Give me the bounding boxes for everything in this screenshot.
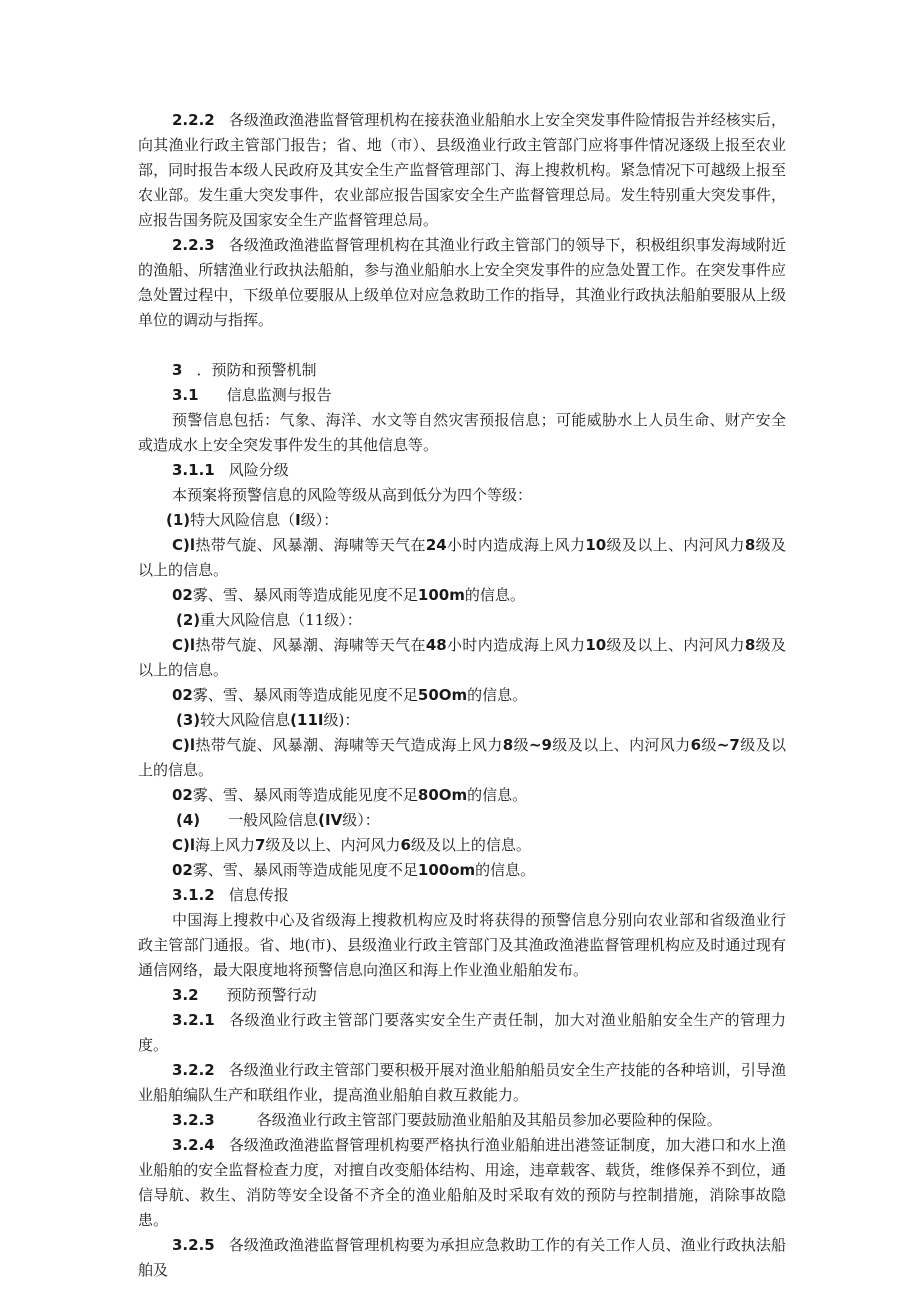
- item-number: (2): [176, 611, 201, 629]
- risk-level-3: (3)较大风险信息(11I级)：: [176, 711, 360, 729]
- risk-item: C)l热带气旋、风暴潮、海啸等天气在48小时内造成海上风力10级及以上、内河风力8级及以上的信息。: [138, 636, 786, 679]
- item-number: (1): [166, 511, 191, 529]
- para-risk-levels: [138, 483, 786, 508]
- risk-level-1: (1)特大风险信息（I级）：: [166, 511, 339, 529]
- risk-item: C)l海上风力7级及以上、内河风力6级及以上的信息。: [172, 836, 531, 854]
- item-number: C)l: [172, 736, 196, 754]
- para-warning-info: [138, 408, 786, 458]
- item-number: (4): [176, 811, 201, 829]
- item-number: C)l: [172, 636, 196, 654]
- document-page: [138, 108, 786, 1283]
- para-text: 各级渔政渔港监督管理机构要严格执行渔业船舶进出港签证制度，加大港口和水上渔业船舶的安全监督检查力度，对擅自改变船体结构、用途，违章载客、载货，维修保养不到位，通信导航、救生、消防等安全设备不齐全的渔业船舶及时采取有效的预防与控制措施，消除事故隐患。: [138, 1136, 786, 1229]
- item-number: (3): [176, 711, 201, 729]
- para-text: 各级渔政渔港监督管理机构在其渔业行政主管部门的领导下，积极组织事发海域附近的渔船、所辖渔业行政执法船舶，参与渔业船舶水上安全突发事件的应急处置工作。在突发事件应急处置过程中，下级单位要服从上级单位对应急救助工作的指导，其渔业行政执法船舶要服从上级单位的调动与指挥。: [138, 236, 786, 329]
- para-text: 中国海上搜救中心及省级海上搜救机构应及时将获得的预警信息分别向农业部和省级渔业行政主管部门通报。省、地(市)、县级渔业行政主管部门及其渔政渔港监督管理机构应及时通过现有通信网络，最大限度地将预警信息向渔区和海上作业渔业船舶发布。: [138, 911, 786, 979]
- heading-3-2: [138, 983, 786, 1008]
- risk-item: 02雾、雪、暴风雨等造成能见度不足100m的信息。: [172, 586, 525, 604]
- heading-text: 信息传报: [228, 886, 289, 904]
- section-number: 3.2.1: [172, 1011, 215, 1029]
- heading-text: 预防预警行动: [226, 986, 317, 1004]
- risk-item: 02雾、雪、暴风雨等造成能见度不足80Om的信息。: [172, 786, 528, 804]
- para-2-2-2: [138, 108, 786, 233]
- heading-3-1-2: [138, 883, 786, 908]
- section-number: 3.2.4: [172, 1136, 215, 1154]
- item-number: 02: [172, 686, 193, 704]
- para-text: 各级渔业行政主管部门要积极开展对渔业船舶船员安全生产技能的各种培训，引导渔业船舶编队生产和联组作业，提高渔业船舶自救互救能力。: [138, 1061, 786, 1104]
- para-3-2-5: [138, 1233, 786, 1283]
- risk-item: 02雾、雪、暴风雨等造成能见度不足100om的信息。: [172, 861, 536, 879]
- section-number: 3.2.5: [172, 1236, 215, 1254]
- section-number: 3.2.2: [172, 1061, 215, 1079]
- section-number: 3.1: [172, 386, 199, 404]
- item-number: 02: [172, 861, 193, 879]
- section-number: 3.2: [172, 986, 199, 1004]
- section-number: 3.2.3: [172, 1111, 215, 1129]
- risk-level-2: (2)重大风险信息（11级）：: [176, 611, 362, 629]
- section-number: 3.1.2: [172, 886, 215, 904]
- item-number: 02: [172, 586, 193, 604]
- heading-text: 风险分级: [228, 461, 289, 479]
- risk-item: C)l热带气旋、风暴潮、海啸等天气造成海上风力8级~9级及以上、内河风力6级~7级及以上的信息。: [138, 736, 786, 779]
- risk-item: 02雾、雪、暴风雨等造成能见度不足50Om的信息。: [172, 686, 528, 704]
- item-number: C)l: [172, 536, 196, 554]
- para-info-report: [138, 908, 786, 983]
- para-text: 本预案将预警信息的风险等级从高到低分为四个等级：: [172, 486, 533, 504]
- heading-3: [138, 358, 786, 383]
- risk-level-4: (4) 一般风险信息(IV级）：: [176, 811, 380, 829]
- para-text: 各级渔政渔港监督管理机构在接获渔业船舶水上安全突发事件险情报告并经核实后，向其渔业行政主管部门报告；省、地（市）、县级渔业行政主管部门应将事件情况逐级上报至农业部，同时报告本级人民政府及其安全生产监督管理部门、海上搜救机构。紧急情况下可越级上报至农业部。发生重大突发事件，农业部应报告国家安全生产监督管理总局。发生特别重大突发事件，应报告国务院及国家安全生产监督管理总局。: [138, 111, 786, 229]
- heading-text: ．预防和预警机制: [196, 361, 317, 379]
- heading-3-1: [138, 383, 786, 408]
- section-number: 3: [172, 361, 183, 379]
- item-number: 02: [172, 786, 193, 804]
- heading-text: 信息监测与报告: [226, 386, 332, 404]
- para-3-2-3: [138, 1108, 786, 1133]
- para-3-2-4: [138, 1133, 786, 1233]
- risk-item: C)l热带气旋、风暴潮、海啸等天气在24小时内造成海上风力10级及以上、内河风力8级及以上的信息。: [138, 536, 786, 579]
- para-3-2-2: [138, 1058, 786, 1108]
- item-number: C)l: [172, 836, 196, 854]
- para-text: 各级渔业行政主管部门要落实安全生产责任制，加大对渔业船舶安全生产的管理力度。: [138, 1011, 786, 1054]
- section-number: 3.1.1: [172, 461, 215, 479]
- para-text: 预警信息包括：气象、海洋、水文等自然灾害预报信息；可能威胁水上人员生命、财产安全或造成水上安全突发事件发生的其他信息等。: [138, 411, 786, 454]
- para-3-2-1: [138, 1008, 786, 1058]
- para-text: 各级渔业行政主管部门要鼓励渔业船舶及其船员参加必要险种的保险。: [256, 1111, 722, 1129]
- section-number: 2.2.2: [172, 111, 215, 129]
- heading-3-1-1: [138, 458, 786, 483]
- para-2-2-3: [138, 233, 786, 333]
- para-text: 各级渔政渔港监督管理机构要为承担应急救助工作的有关工作人员、渔业行政执法船舶及: [138, 1236, 786, 1279]
- section-number: 2.2.3: [172, 236, 215, 254]
